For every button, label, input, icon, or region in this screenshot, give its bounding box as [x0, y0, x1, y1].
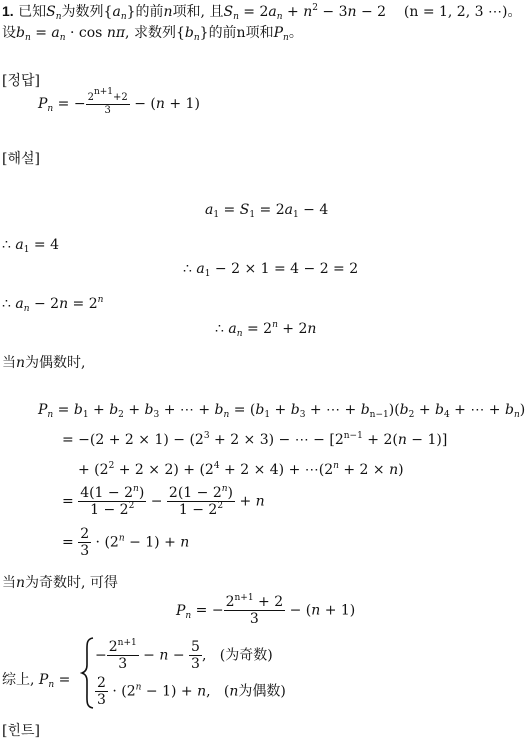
even-step-3: + $(2^2 + 2 \times 2) + (2^4 + 2 \times 4)$ + $\cdots(2^n + 2 \times n)$ — [78, 461, 404, 478]
case-even-label: 当n为偶数时, — [2, 355, 86, 371]
hint-heading: [힌트] — [2, 723, 40, 739]
answer-heading: [정답] — [2, 73, 40, 89]
equation-a1: $a_1 = S_1 = 2a_1 - 4$ — [205, 202, 329, 220]
problem-line-2: 设$b_n = a_n \cdot \cos n\pi$, 求数列$\{b_n\}$的前n项和$P_n$。 — [2, 25, 303, 43]
even-step-2: = $-(2 + 2 \times 1) - (2^3 + 2 \times 3)$ − ⋯ − $[2^{n-1} + 2(n - 1)]$ — [62, 431, 448, 448]
equation-a1-value: ∴ $a_1 = 4$ — [2, 237, 59, 255]
summary-odd: − $\frac{2^{n+1}}{3}$ − n − $\frac{5}{3}$ , (为奇数) — [95, 638, 273, 672]
equation-a1-minus: ∴ $a_1 - 2 \times 1 = 4 - 2 = 2$ — [183, 261, 359, 279]
left-brace-icon — [80, 637, 96, 709]
equation-an-minus: ∴ $a_n - 2n = 2^n$ — [2, 295, 104, 314]
even-step-4: = $\frac{4(1 - 2^n)}{1 - 2^2}$ − $\frac{2(1 - 2^n)}{1 - 2^2}$ + n — [62, 484, 265, 518]
summary-label: 综上, $P_n$ = — [2, 672, 71, 690]
problem-condition: (n = 1, 2, 3 ⋯) — [403, 4, 508, 20]
case-odd-label: 当n为奇数时, 可得 — [2, 575, 118, 591]
even-step-1: $P_n = b_1 + b_2 + b_3$ + ⋯ + $b_n = (b_1 + b_3$ + ⋯ + $b_{n-1})(b_2 + b_4$ + ⋯ + $b_n$) — [38, 402, 526, 420]
even-step-5: = $\frac{2}{3}$ · $(2^n - 1) + n$ — [62, 526, 190, 559]
summary-even: $\frac{2}{3}$ · $(2^n - 1) + n$, (n为偶数) — [97, 675, 286, 708]
answer-formula: $P_n$ = − $\frac{2^{n+1}+2}{3}$ − (n + 1) — [38, 87, 200, 116]
equation-an: ∴ $a_n = 2^n + 2n$ — [215, 320, 317, 339]
solution-heading: [해설] — [2, 151, 40, 167]
problem-number: 1. — [2, 3, 14, 19]
odd-result: $P_n$ = − $\frac{2^{n+1} + 2}{3}$ − (n + 1) — [176, 593, 356, 627]
problem-line-1: 1. 已知$S_n$为数列$\{a_n\}$的前n项和, 且$S_n = 2a_n + n^2 - 3n - 2$ (n = 1, 2, 3 ⋯)。 — [2, 3, 522, 22]
